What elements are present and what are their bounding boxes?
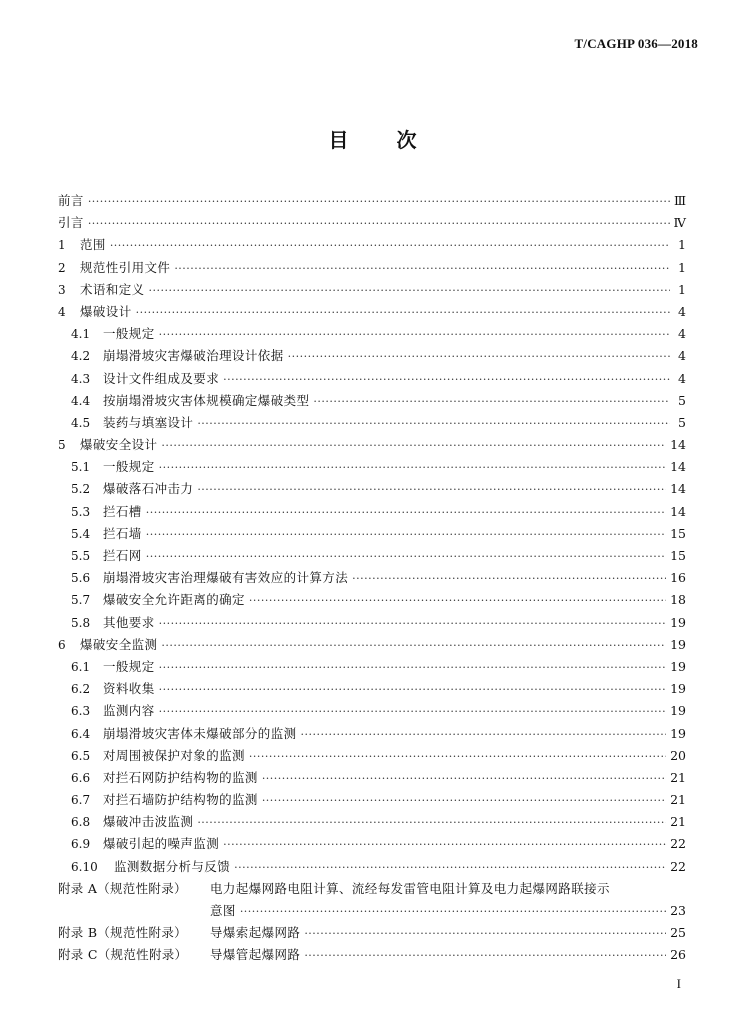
section-title: 崩塌滑坡灾害治理爆破有害效应的计算方法 <box>103 570 349 586</box>
section-title: 崩塌滑坡灾害爆破治理设计依据 <box>103 348 284 364</box>
section-number: 6.9 <box>71 837 91 852</box>
page-number: 14 <box>670 437 686 453</box>
section-number: 6.10 <box>71 859 98 874</box>
section-number: 6.1 <box>71 659 91 674</box>
page-number: 23 <box>670 903 686 918</box>
section-title: 对拦石墙防护结构物的监测 <box>103 792 258 808</box>
page-number: 19 <box>670 614 686 630</box>
leader-dots <box>161 635 666 657</box>
page-number: 16 <box>670 570 686 586</box>
toc-entry[interactable] <box>58 434 686 456</box>
appendix-name: 附录 B（规范性附录） <box>58 925 187 941</box>
section-title: 崩塌滑坡灾害体未爆破部分的监测 <box>103 725 297 741</box>
section-title: 按崩塌滑坡灾害体规模确定爆破类型 <box>103 392 310 408</box>
toc-entry[interactable] <box>58 634 686 656</box>
page-number: 4 <box>678 370 686 386</box>
toc-entry[interactable] <box>58 523 686 545</box>
leader-dots <box>197 413 670 435</box>
section-title: 拦石网 <box>103 548 142 563</box>
section-title: 爆破引起的噪声监测 <box>103 836 220 852</box>
leader-dots <box>301 724 667 746</box>
toc-entry[interactable] <box>58 368 686 390</box>
leader-dots <box>136 302 670 324</box>
appendix-title: 电力起爆网路电阻计算、流经每发雷管电阻计算及电力起爆网路联接示 <box>210 880 610 896</box>
section-title: 规范性引用文件 <box>80 259 171 275</box>
section-title: 爆破安全监测 <box>80 636 158 652</box>
toc-entry[interactable] <box>58 212 686 234</box>
page-title <box>0 124 745 153</box>
toc-entry[interactable] <box>58 567 686 589</box>
section-number: 4 <box>58 304 66 319</box>
page-number: 21 <box>670 792 686 808</box>
toc-entry[interactable] <box>58 767 686 789</box>
page-number: 26 <box>670 947 686 963</box>
section-title: 爆破安全设计 <box>80 437 158 453</box>
section-number: 6.4 <box>71 726 91 741</box>
section-number: 5.7 <box>71 593 91 608</box>
section-title: 一般规定 <box>103 459 155 475</box>
toc-entry[interactable] <box>58 345 686 367</box>
section-title: 设计文件组成及要求 <box>103 370 220 386</box>
page-number: 19 <box>670 658 686 674</box>
appendix-title: 导爆管起爆网路 <box>210 947 301 963</box>
section-title: 监测数据分析与反馈 <box>114 858 231 874</box>
leader-dots <box>249 746 666 768</box>
toc-entry[interactable] <box>58 589 686 611</box>
toc-entry[interactable] <box>58 412 686 434</box>
appendix-title-continuation: 意图 <box>210 903 236 918</box>
leader-dots <box>288 346 670 368</box>
leader-dots <box>159 657 666 679</box>
toc-entry[interactable] <box>58 723 686 745</box>
section-title: 其他要求 <box>103 614 155 630</box>
section-number: 6.6 <box>71 770 91 785</box>
leader-dots <box>159 324 670 346</box>
section-title: 术语和定义 <box>80 281 145 297</box>
page-number: 5 <box>678 414 686 430</box>
page-number: 25 <box>670 925 686 941</box>
section-number: 5.5 <box>71 549 91 563</box>
section-number: 2 <box>58 260 66 275</box>
leader-dots <box>240 901 666 923</box>
title-char-1: 目 <box>328 128 349 152</box>
section-number: 6 <box>58 637 66 652</box>
appendix-name: 附录 A（规范性附录） <box>58 880 187 896</box>
leader-dots <box>146 502 666 524</box>
leader-dots <box>197 479 666 501</box>
toc-entry[interactable] <box>58 390 686 412</box>
section-title: 爆破冲击波监测 <box>103 814 194 830</box>
toc-entry[interactable] <box>58 478 686 500</box>
section-title: 拦石墙 <box>103 525 142 541</box>
toc-entry[interactable] <box>58 501 686 523</box>
section-title: 引言 <box>58 215 84 231</box>
toc-entry[interactable] <box>58 190 686 212</box>
toc-appendix-c[interactable] <box>58 944 686 966</box>
section-title: 爆破安全允许距离的确定 <box>103 592 245 608</box>
toc-entry[interactable] <box>58 257 686 279</box>
leader-dots <box>249 590 666 612</box>
toc-entry[interactable] <box>58 856 686 878</box>
page-number: 4 <box>678 326 686 342</box>
section-title: 一般规定 <box>103 326 155 342</box>
toc-entry[interactable] <box>58 234 686 256</box>
page-number: Ⅳ <box>673 215 686 231</box>
leader-dots <box>223 369 670 391</box>
section-title: 对拦石网防护结构物的监测 <box>103 769 258 785</box>
section-number: 5.3 <box>71 504 91 519</box>
page-number: 14 <box>670 459 686 475</box>
toc-entry[interactable] <box>58 545 686 567</box>
page-number: 15 <box>670 525 686 541</box>
section-title: 爆破落石冲击力 <box>103 481 194 497</box>
leader-dots <box>88 213 670 235</box>
leader-dots <box>174 258 670 280</box>
leader-dots <box>110 235 670 257</box>
toc-entry[interactable] <box>58 323 686 345</box>
toc-entry[interactable] <box>58 456 686 478</box>
section-number: 6.5 <box>71 748 91 763</box>
toc-entry[interactable] <box>58 279 686 301</box>
page-number: 20 <box>670 747 686 763</box>
section-number: 6.3 <box>71 704 91 719</box>
section-number: 4.3 <box>71 371 91 386</box>
leader-dots <box>88 191 670 213</box>
toc-appendix-a[interactable] <box>58 878 686 900</box>
leader-dots <box>159 613 666 635</box>
toc-entry[interactable] <box>58 678 686 700</box>
leader-dots <box>159 679 666 701</box>
footer-page-number: I <box>676 976 681 991</box>
leader-dots <box>304 923 666 945</box>
section-number: 4.1 <box>71 327 91 342</box>
page-number: 19 <box>670 681 686 697</box>
leader-dots <box>262 768 666 790</box>
toc-entry[interactable] <box>58 811 686 833</box>
page-number: 21 <box>670 814 686 830</box>
section-title: 范围 <box>80 237 106 253</box>
page-number: 21 <box>670 769 686 785</box>
standard-code: T/CAGHP 036—2018 <box>574 36 698 51</box>
page-number: 1 <box>678 281 686 297</box>
section-number: 6.7 <box>71 793 91 808</box>
page-number: 19 <box>670 636 686 652</box>
section-number: 5 <box>58 438 66 453</box>
page-number: 1 <box>678 259 686 275</box>
toc-entry[interactable] <box>58 612 686 634</box>
page-number: 4 <box>678 348 686 364</box>
page-number: 19 <box>670 725 686 741</box>
section-number: 5.4 <box>71 526 91 541</box>
toc-entry[interactable] <box>58 789 686 811</box>
section-title: 对周围被保护对象的监测 <box>103 747 245 763</box>
section-number: 5.6 <box>71 571 91 586</box>
toc-entry[interactable] <box>58 301 686 323</box>
leader-dots <box>146 546 666 568</box>
leader-dots <box>159 701 666 723</box>
section-number: 5.2 <box>71 482 91 497</box>
section-number: 1 <box>58 238 66 253</box>
page-number: 14 <box>670 481 686 497</box>
page-number: 1 <box>678 237 686 253</box>
page-number: 5 <box>678 392 686 408</box>
leader-dots <box>223 834 666 856</box>
section-number: 6.2 <box>71 682 91 697</box>
toc-entry[interactable] <box>58 700 686 722</box>
section-title: 一般规定 <box>103 658 155 674</box>
leader-dots <box>313 391 670 413</box>
section-title: 监测内容 <box>103 703 155 719</box>
section-number: 4.5 <box>71 415 91 430</box>
section-title: 前言 <box>58 193 84 208</box>
leader-dots <box>352 568 666 590</box>
section-number: 6.8 <box>71 815 91 830</box>
page-number: 22 <box>670 858 686 874</box>
toc-appendix-b[interactable] <box>58 922 686 944</box>
section-number: 5.1 <box>71 460 91 475</box>
leader-dots <box>234 857 666 879</box>
section-number: 3 <box>58 282 66 297</box>
section-title: 拦石槽 <box>103 503 142 519</box>
leader-dots <box>146 524 666 546</box>
section-number: 4.2 <box>71 349 91 364</box>
page-number: 19 <box>670 703 686 719</box>
section-title: 装药与填塞设计 <box>103 414 194 430</box>
title-char-2: 次 <box>396 128 417 152</box>
section-number: 4.4 <box>71 393 91 408</box>
leader-dots <box>149 280 670 302</box>
toc-entry[interactable] <box>58 656 686 678</box>
page-number: Ⅲ <box>673 193 686 208</box>
toc-entry[interactable] <box>58 833 686 855</box>
page-number: 18 <box>670 592 686 608</box>
leader-dots <box>262 790 666 812</box>
page-number: 22 <box>670 836 686 852</box>
page-number: 4 <box>678 303 686 319</box>
toc-entry[interactable] <box>58 745 686 767</box>
section-title: 资料收集 <box>103 681 155 697</box>
leader-dots <box>161 435 666 457</box>
appendix-name: 附录 C（规范性附录） <box>58 947 188 963</box>
section-number: 5.8 <box>71 615 91 630</box>
appendix-title: 导爆索起爆网路 <box>210 925 301 941</box>
leader-dots <box>159 457 666 479</box>
toc-appendix-a-continued[interactable] <box>58 900 686 922</box>
section-title: 爆破设计 <box>80 303 132 319</box>
leader-dots <box>304 945 666 967</box>
page-number: 14 <box>670 503 686 519</box>
leader-dots <box>197 812 666 834</box>
page-number: 15 <box>670 548 686 563</box>
table-of-contents <box>58 190 686 967</box>
